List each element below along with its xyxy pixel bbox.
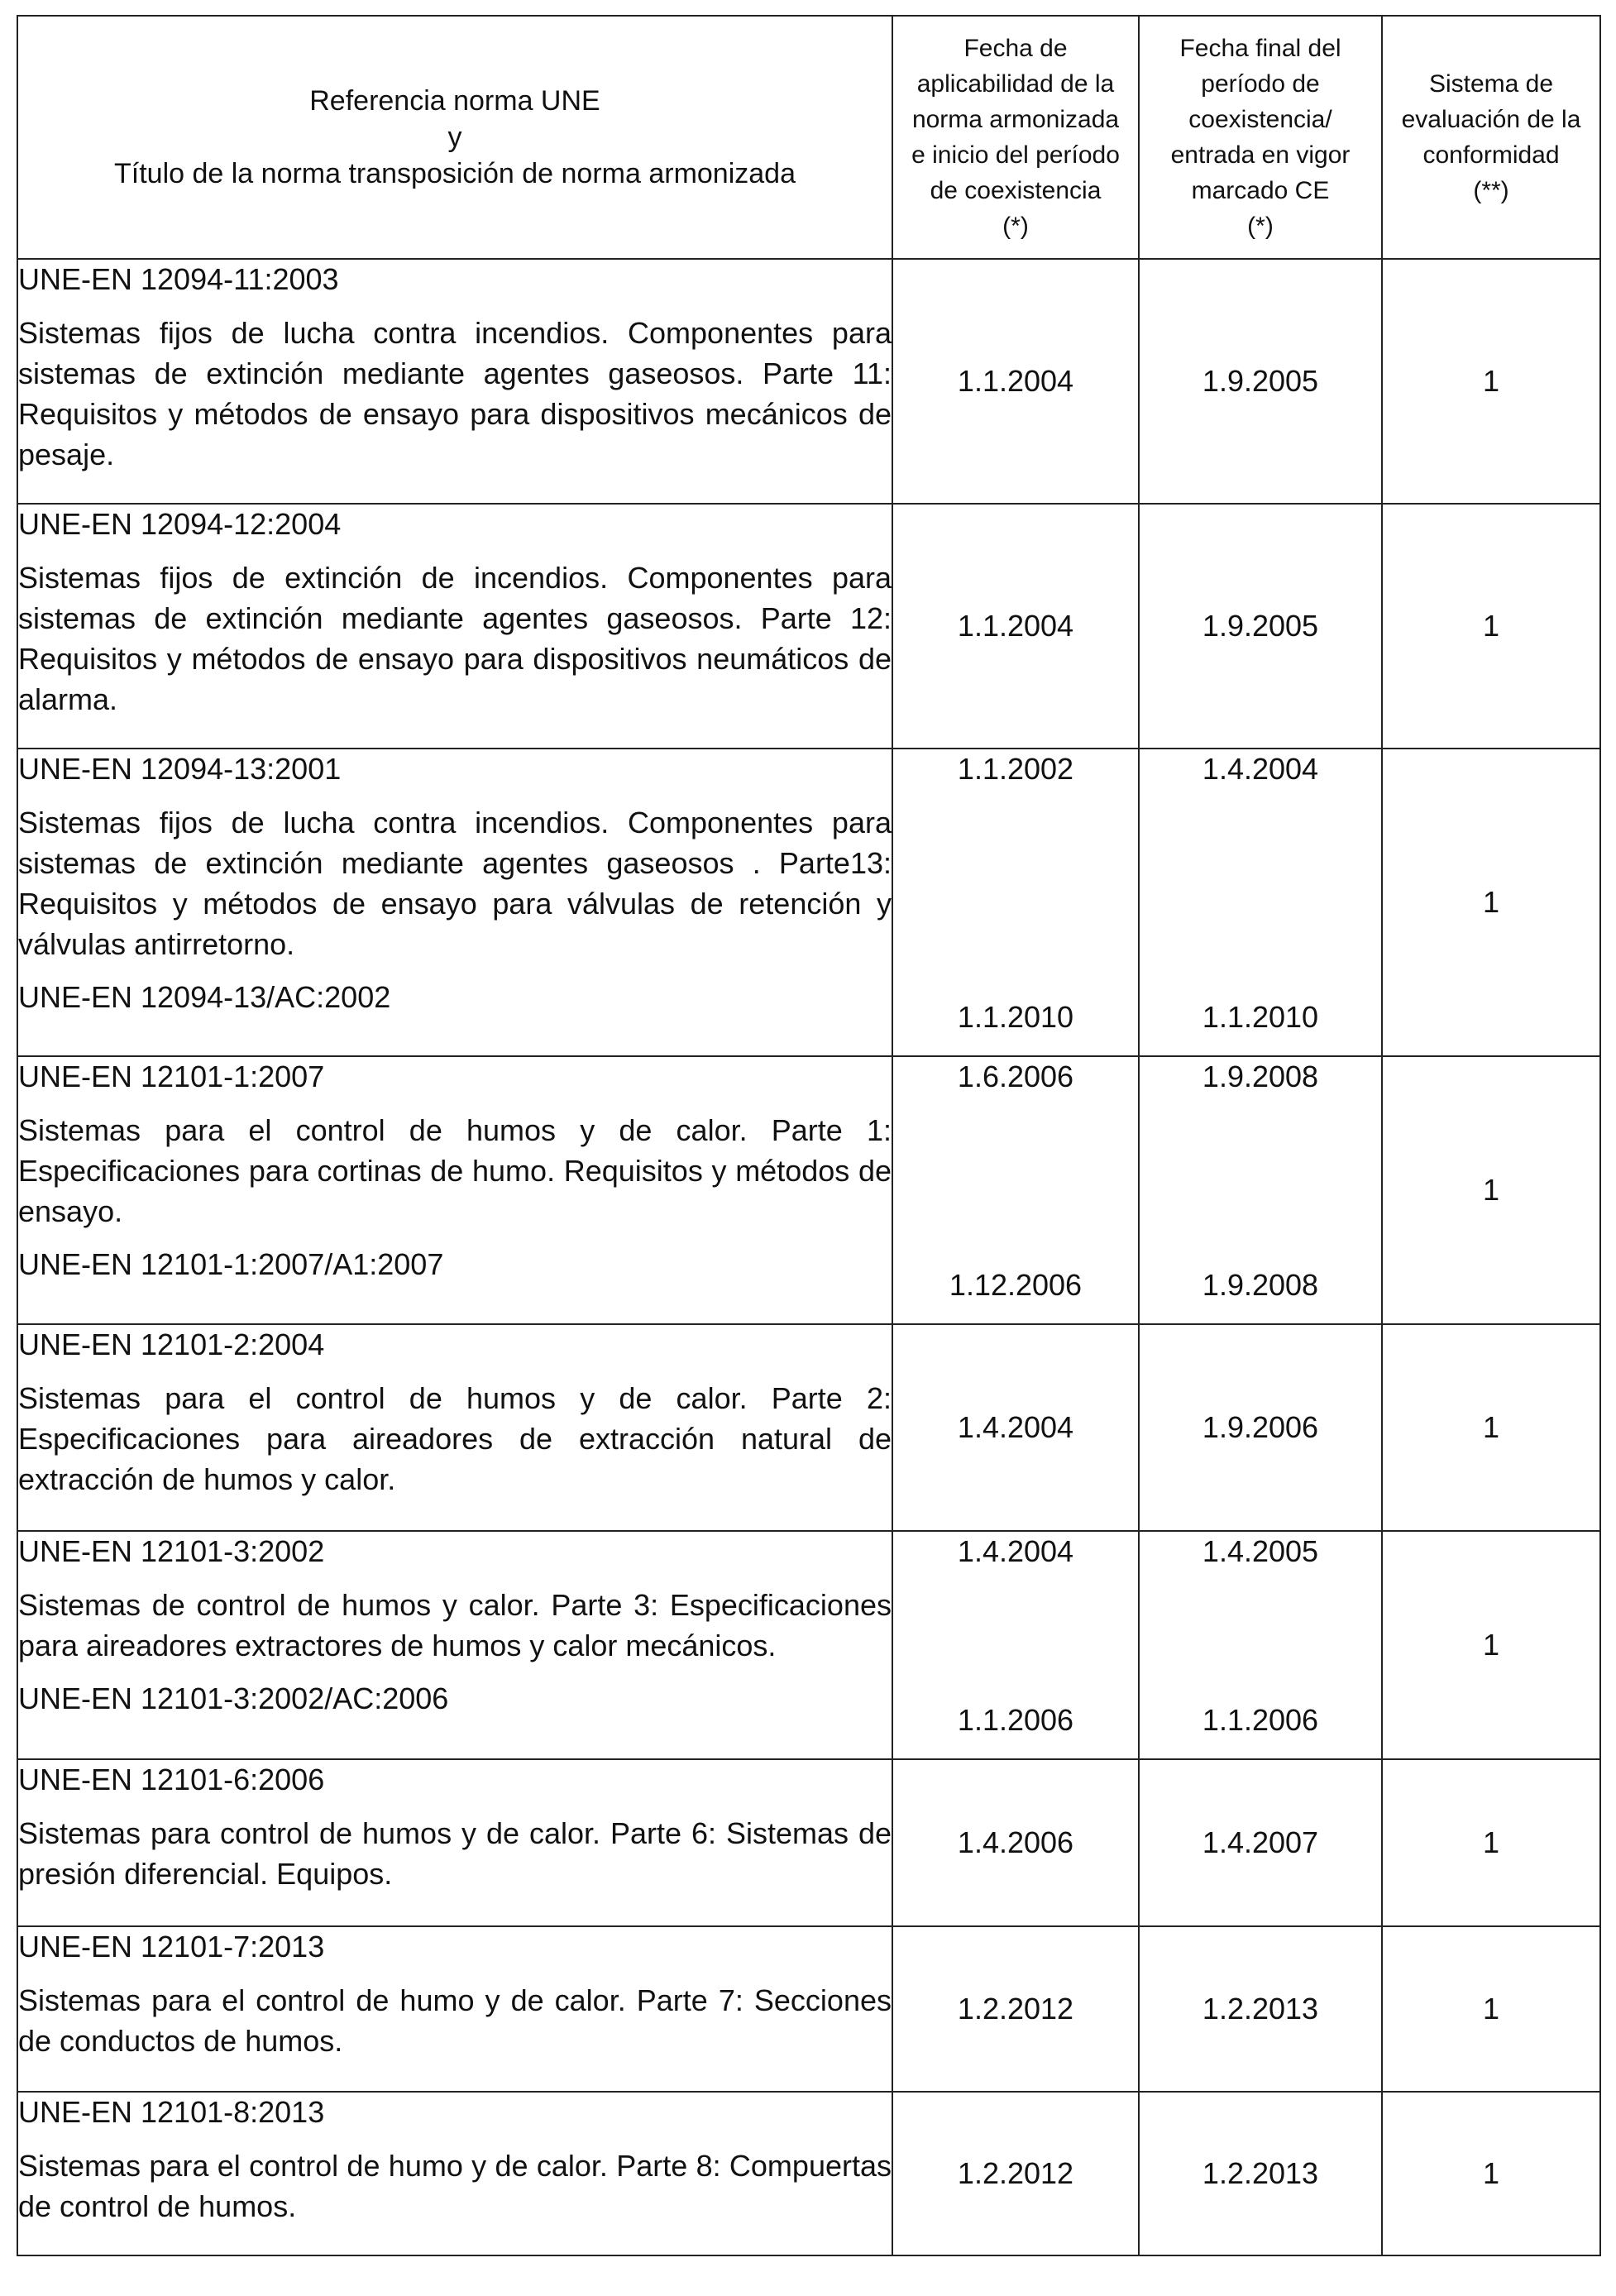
applicability-date: 1.2.2012 [892, 1926, 1139, 2092]
end-coexistence-date: 1.4.2005 [1202, 1534, 1319, 1568]
norm-title: Sistemas para control de humos y de calor. Parte 6: Sistemas de presión diferencial. Equipos. [18, 1816, 892, 1891]
end-coexistence-dates [1139, 1531, 1382, 1759]
norm-title: Sistemas fijos de lucha contra incendios. Componentes para sistemas de extinción mediante agentes gaseosos . Parte13: Requisitos y métodos de ensayo para válvulas de retención y válvulas antirretorno. [18, 806, 892, 961]
conformity-system: 1 [1382, 749, 1600, 1056]
applicability-dates [892, 749, 1139, 1056]
conformity-system: 1 [1382, 1759, 1600, 1926]
norm-cell [17, 1926, 892, 2092]
norm-cell [17, 259, 892, 504]
table-row [17, 1531, 1600, 1759]
norm-reference: UNE-EN 12094-13:2001 [18, 752, 342, 786]
applicability-date: 1.4.2004 [957, 1534, 1074, 1568]
norm-title: Sistemas fijos de extinción de incendios. Componentes para sistemas de extinción mediante agentes gaseosos. Parte 12: Requisitos y métodos de ensayo para dispositivos neumáticos de alarma. [18, 561, 892, 716]
norm-cell [17, 2092, 892, 2255]
amendment-end-coexistence-date: 1.1.2010 [1202, 1000, 1319, 1034]
norm-reference: UNE-EN 12101-2:2004 [18, 1327, 325, 1361]
norm-title: Sistemas de control de humos y calor. Parte 3: Especificaciones para aireadores extractores de humos y calor mecánicos. [18, 1588, 892, 1662]
header-reference-title: Referencia norma UNE y Título de la norma transposición de norma armonizada [17, 16, 892, 259]
applicability-dates [892, 1056, 1139, 1324]
amendment-applicability-date: 1.1.2010 [957, 1000, 1074, 1034]
table-row [17, 1056, 1600, 1324]
norm-reference: UNE-EN 12101-7:2013 [18, 1930, 325, 1964]
amendment-applicability-date: 1.12.2006 [949, 1268, 1083, 1302]
table-row [17, 1759, 1600, 1926]
end-coexistence-date: 1.2.2013 [1139, 2092, 1382, 2255]
applicability-date: 1.1.2002 [957, 752, 1074, 786]
applicability-date: 1.4.2004 [892, 1324, 1139, 1531]
norm-cell [17, 1759, 892, 1926]
norm-cell [17, 504, 892, 749]
applicability-date: 1.4.2006 [892, 1759, 1139, 1926]
header-end-coexistence-date: Fecha final del período de coexistencia/ entrada en vigor marcado CE (*) [1139, 16, 1382, 259]
header-row [17, 16, 1600, 259]
header-applicability-date: Fecha de aplicabilidad de la norma armonizada e inicio del período de coexistencia (*) [892, 16, 1139, 259]
end-coexistence-date: 1.4.2007 [1139, 1759, 1382, 1926]
conformity-system: 1 [1382, 504, 1600, 749]
norm-amendment-reference: UNE-EN 12101-3:2002/AC:2006 [18, 1681, 449, 1715]
norm-cell [17, 749, 892, 1056]
end-coexistence-dates [1139, 749, 1382, 1056]
conformity-system: 1 [1382, 1056, 1600, 1324]
table-row [17, 2092, 1600, 2255]
norm-amendment-reference: UNE-EN 12101-1:2007/A1:2007 [18, 1247, 444, 1281]
end-coexistence-date: 1.2.2013 [1139, 1926, 1382, 2092]
table-row [17, 1926, 1600, 2092]
amendment-applicability-date: 1.1.2006 [957, 1703, 1074, 1737]
conformity-system: 1 [1382, 1531, 1600, 1759]
header-conformity-system: Sistema de evaluación de la conformidad (**) [1382, 16, 1600, 259]
end-coexistence-date: 1.9.2006 [1139, 1324, 1382, 1531]
norm-reference: UNE-EN 12101-8:2013 [18, 2095, 325, 2129]
norm-reference: UNE-EN 12101-1:2007 [18, 1060, 325, 1093]
conformity-system: 1 [1382, 259, 1600, 504]
applicability-date: 1.1.2004 [892, 504, 1139, 749]
amendment-end-coexistence-date: 1.9.2008 [1202, 1268, 1319, 1302]
end-coexistence-dates [1139, 1056, 1382, 1324]
norm-reference: UNE-EN 12101-6:2006 [18, 1763, 325, 1796]
conformity-system: 1 [1382, 2092, 1600, 2255]
norm-reference: UNE-EN 12094-12:2004 [18, 507, 342, 541]
norm-title: Sistemas fijos de lucha contra incendios. Componentes para sistemas de extinción mediante agentes gaseosos. Parte 11: Requisitos y métodos de ensayo para dispositivos mecánicos de pesaje. [18, 316, 892, 471]
amendment-end-coexistence-date: 1.1.2006 [1202, 1703, 1319, 1737]
norm-cell [17, 1056, 892, 1324]
end-coexistence-date: 1.9.2005 [1139, 504, 1382, 749]
table-row [17, 504, 1600, 749]
norm-reference: UNE-EN 12101-3:2002 [18, 1534, 325, 1568]
norm-cell [17, 1531, 892, 1759]
norm-title: Sistemas para el control de humos y de calor. Parte 1: Especificaciones para cortinas de humo. Requisitos y métodos de ensayo. [18, 1113, 892, 1228]
applicability-date: 1.6.2006 [957, 1060, 1074, 1093]
norms-table [17, 15, 1601, 2256]
end-coexistence-date: 1.9.2008 [1202, 1060, 1319, 1093]
applicability-date: 1.1.2004 [892, 259, 1139, 504]
norm-title: Sistemas para el control de humo y de calor. Parte 7: Secciones de conductos de humos. [18, 1983, 892, 2058]
norm-cell [17, 1324, 892, 1531]
norm-amendment-reference: UNE-EN 12094-13/AC:2002 [18, 980, 391, 1014]
conformity-system: 1 [1382, 1926, 1600, 2092]
applicability-date: 1.2.2012 [892, 2092, 1139, 2255]
conformity-system: 1 [1382, 1324, 1600, 1531]
table-row [17, 1324, 1600, 1531]
applicability-dates [892, 1531, 1139, 1759]
table-row [17, 749, 1600, 1056]
norm-title: Sistemas para el control de humos y de calor. Parte 2: Especificaciones para aireadores de extracción natural de extracción de humos y calor. [18, 1381, 892, 1496]
norm-reference: UNE-EN 12094-11:2003 [18, 262, 339, 296]
norm-title: Sistemas para el control de humo y de calor. Parte 8: Compuertas de control de humos. [18, 2149, 892, 2223]
table-row [17, 259, 1600, 504]
end-coexistence-date: 1.4.2004 [1202, 752, 1319, 786]
end-coexistence-date: 1.9.2005 [1139, 259, 1382, 504]
